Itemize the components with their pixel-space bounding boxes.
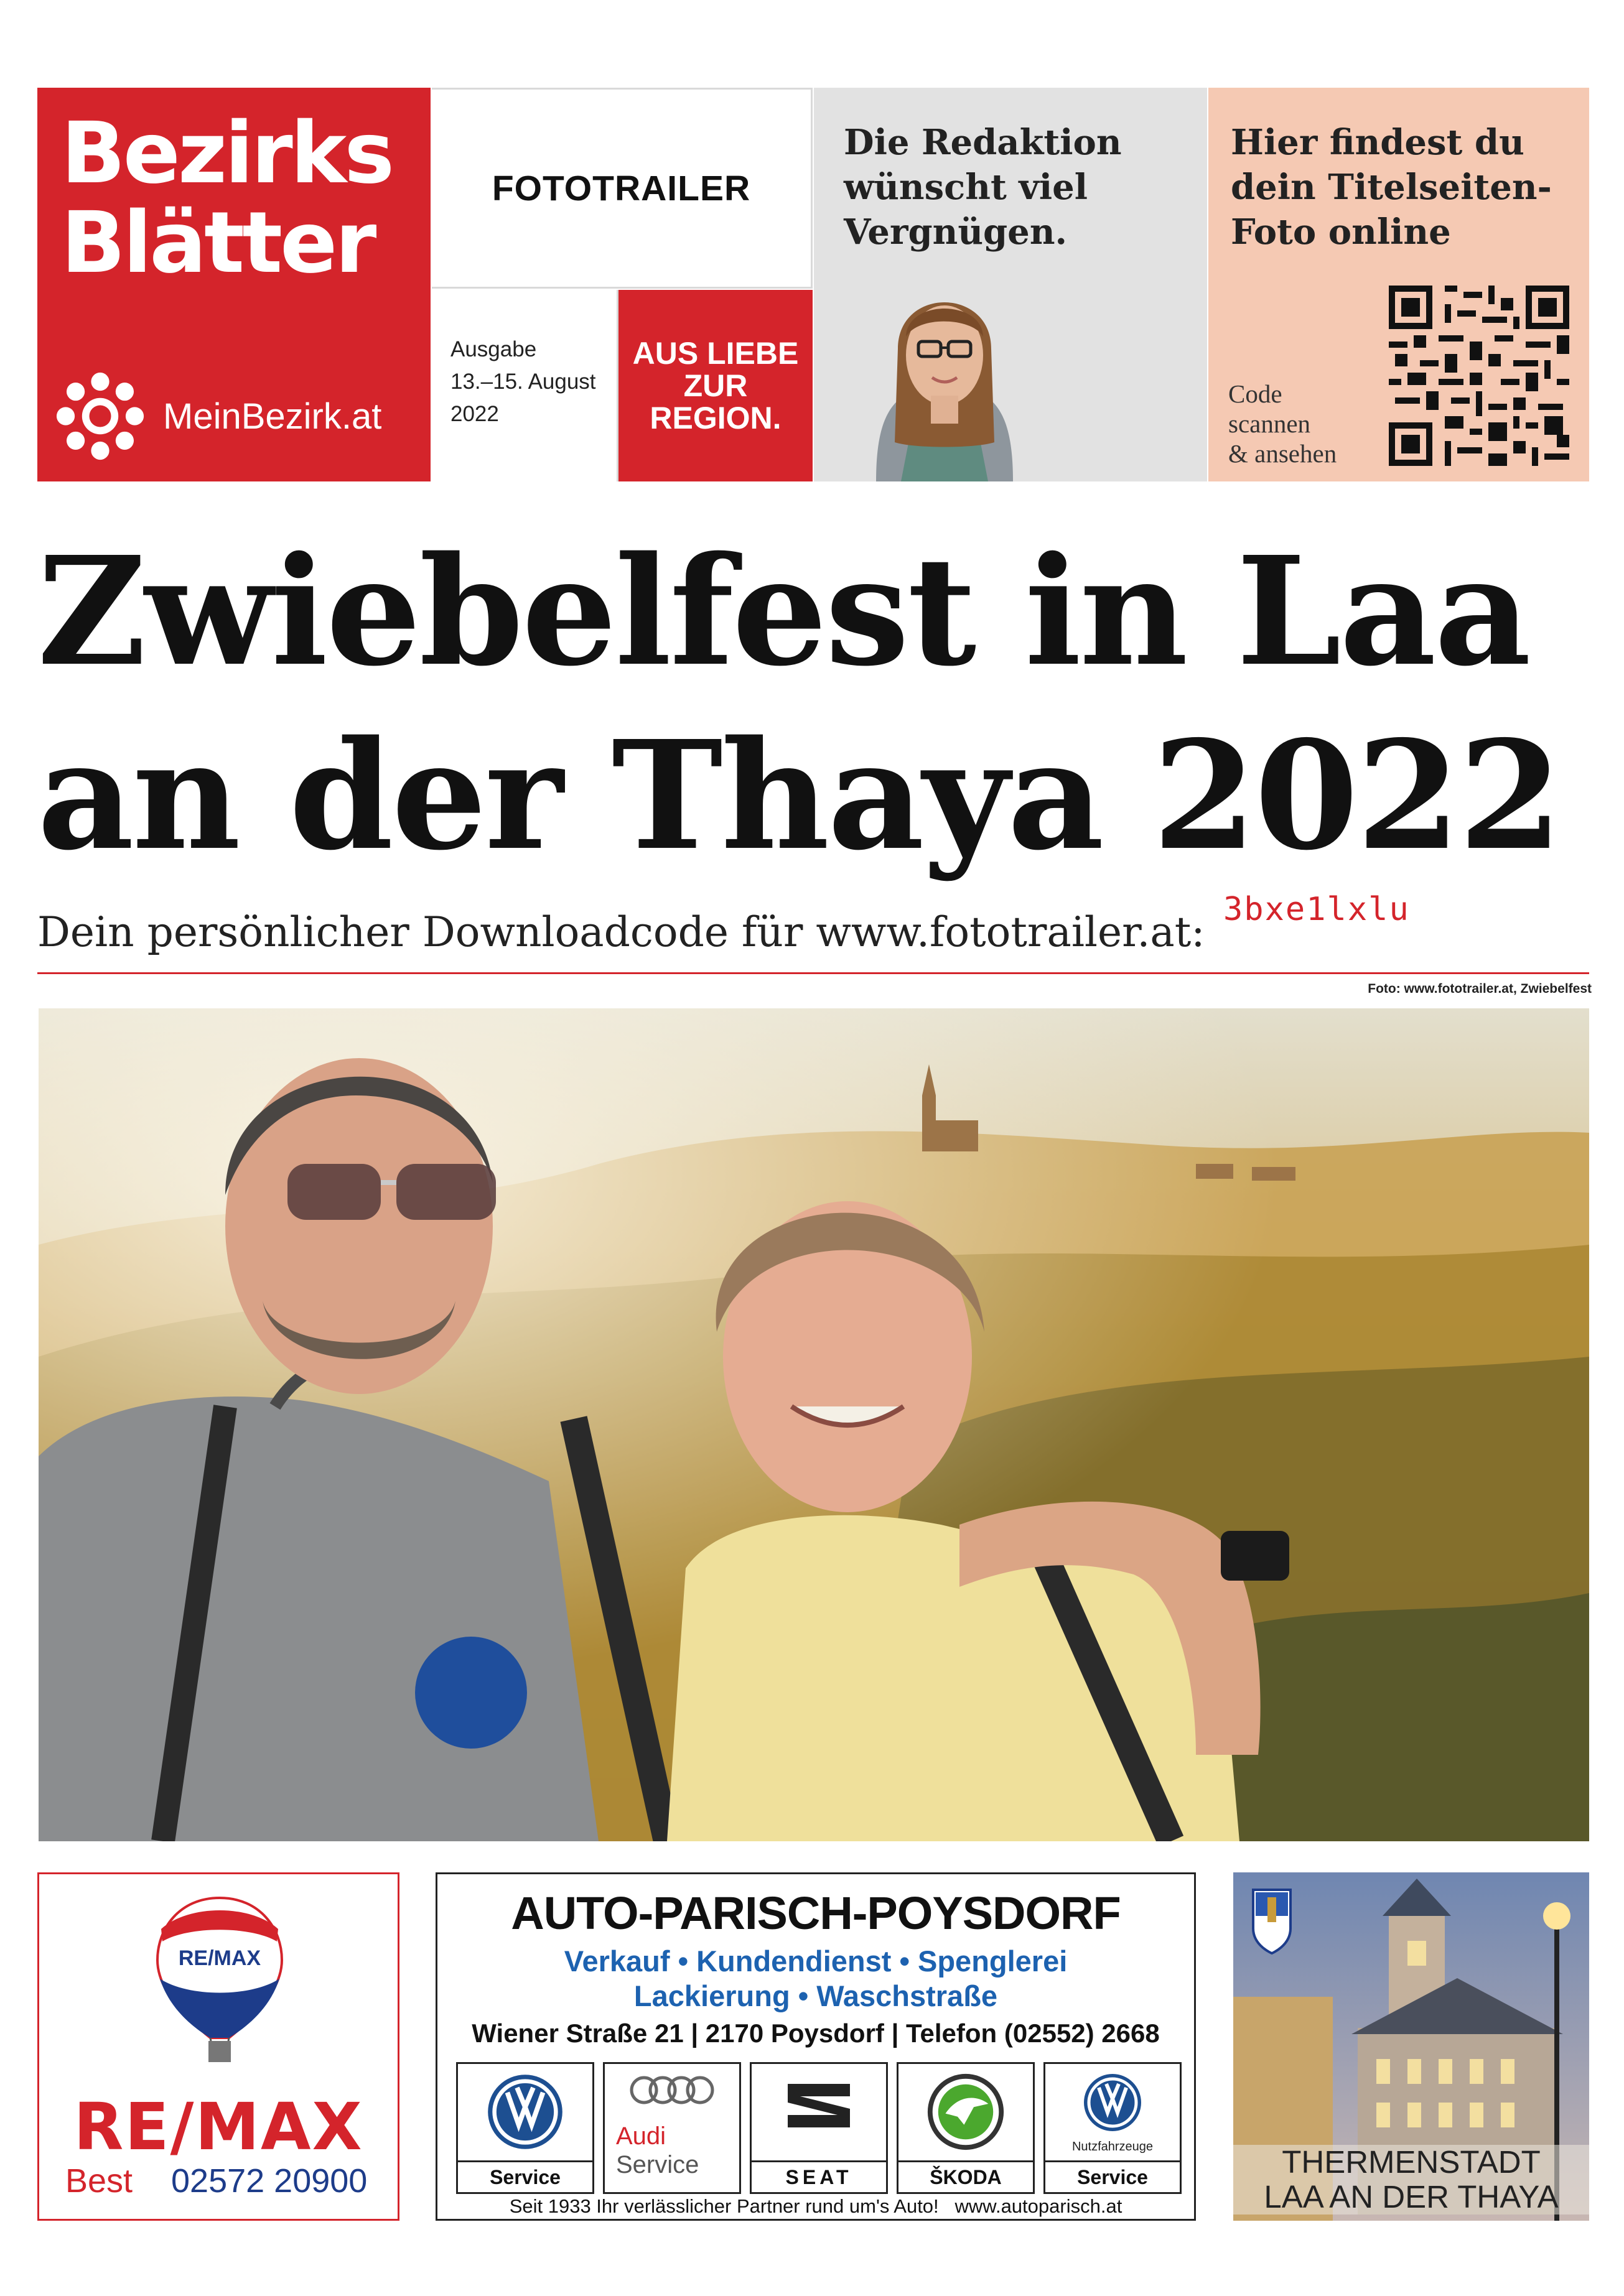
slogan-line2: ZUR (683, 368, 748, 403)
seat-label: SEAT (752, 2160, 886, 2192)
meinbezirk-row (55, 371, 381, 462)
slogan-line1: AUS LIEBE (632, 336, 799, 371)
qr-title-line1: Hier findest du (1231, 122, 1524, 163)
editor-note-line3: Vergnügen. (844, 211, 1068, 253)
divider (37, 972, 1589, 974)
auto-address: Wiener Straße 21 | 2170 Poysdorf | Telefon (02552) 2668 (472, 2019, 1160, 2048)
qr-hint-line2: scannen (1228, 409, 1311, 438)
brand-name-line1: Bezirks (61, 105, 393, 203)
editor-note (844, 120, 1122, 254)
qr-hint-line3: & ansehen (1228, 439, 1337, 468)
qr-title (1231, 120, 1552, 254)
laa-caption-line2: LAA AN DER THAYA (1264, 2179, 1559, 2215)
vw-commercial-sublabel: Nutzfahrzeuge (1071, 2140, 1154, 2154)
seat-icon (782, 2071, 856, 2140)
bezirksblaetter-logo-panel (37, 88, 431, 481)
auto-parisch-ad[interactable] (436, 1872, 1196, 2221)
laa-caption-line1: THERMENSTADT (1282, 2144, 1541, 2180)
download-code[interactable]: 3bxe1lxlu (1223, 891, 1410, 928)
auto-services-line2: Lackierung • Waschstraße (633, 1979, 998, 2012)
issue-text (450, 333, 596, 430)
issue-box (432, 290, 618, 481)
meinbezirk-sun-icon (55, 371, 146, 462)
audi-name: Audi (616, 2122, 666, 2150)
headline-line2: an der Thaya 2022 (37, 708, 1561, 883)
photo-credit: Foto: www.fototrailer.at, Zwiebelfest (1368, 982, 1592, 996)
remax-office: Best (65, 2162, 133, 2200)
qr-hint-line1: Code (1228, 379, 1282, 408)
auto-services-line1: Verkauf • Kundendienst • Spenglerei (564, 1945, 1068, 1978)
qr-code[interactable] (1389, 286, 1569, 466)
brand-box-audi (603, 2062, 741, 2194)
brand-logos (456, 2062, 1182, 2194)
editor-note-panel (814, 88, 1207, 481)
remax-balloon-icon (151, 1892, 288, 2072)
brand-name-line2: Blätter (61, 194, 375, 292)
auto-footer: Seit 1933 Ihr verlässlicher Partner rund um's Auto! www.autoparisch.at (509, 2195, 1122, 2217)
skoda-icon (925, 2071, 1006, 2152)
title-photo (39, 1008, 1589, 1841)
issue-year: 2022 (450, 402, 499, 426)
remax-logo: RE/MAX (73, 2089, 363, 2165)
balloon-text: RE/MAX (178, 1946, 261, 1970)
section-title: FOTOTRAILER (492, 168, 751, 208)
brand-box-vw (456, 2062, 594, 2194)
laa-caption (1233, 2145, 1589, 2215)
audi-icon (625, 2071, 719, 2109)
section-title-box (432, 88, 813, 289)
download-label: Dein persönlicher Downloadcode für www.fototrailer.at: (37, 908, 1205, 956)
editor-note-line1: Die Redaktion (844, 122, 1122, 163)
issue-dates: 13.–15. August (450, 369, 596, 394)
issue-label: Ausgabe (450, 337, 537, 361)
vw-label: Service (458, 2160, 592, 2192)
vw-commercial-icon (1081, 2071, 1144, 2134)
headline-line1: Zwiebelfest in Laa (37, 524, 1529, 699)
editor-portrait (839, 256, 1050, 481)
laa-tourism-ad[interactable] (1233, 1872, 1589, 2221)
brand-box-vw-nutzfahrzeuge (1043, 2062, 1182, 2194)
remax-ad[interactable] (37, 1872, 399, 2221)
brand-box-skoda (897, 2062, 1035, 2194)
meinbezirk-label: MeinBezirk.at (163, 396, 382, 437)
qr-title-line3: Foto online (1231, 211, 1451, 253)
skoda-label: ŠKODA (898, 2160, 1033, 2192)
vw-icon (485, 2071, 566, 2152)
brand-box-seat (750, 2062, 888, 2194)
audi-label: Service (616, 2151, 699, 2178)
editor-note-line2: wünscht viel (844, 167, 1088, 208)
qr-title-line2: dein Titelseiten- (1231, 167, 1552, 208)
qr-hint (1228, 379, 1337, 468)
qr-panel (1208, 88, 1589, 481)
slogan-box (618, 290, 813, 481)
slogan-line3: REGION. (650, 401, 782, 435)
remax-phone[interactable]: 02572 20900 (171, 2162, 368, 2200)
auto-title: AUTO-PARISCH-POYSDORF (511, 1887, 1121, 1939)
headline (37, 519, 1587, 888)
vw-commercial-label: Service (1045, 2160, 1180, 2192)
